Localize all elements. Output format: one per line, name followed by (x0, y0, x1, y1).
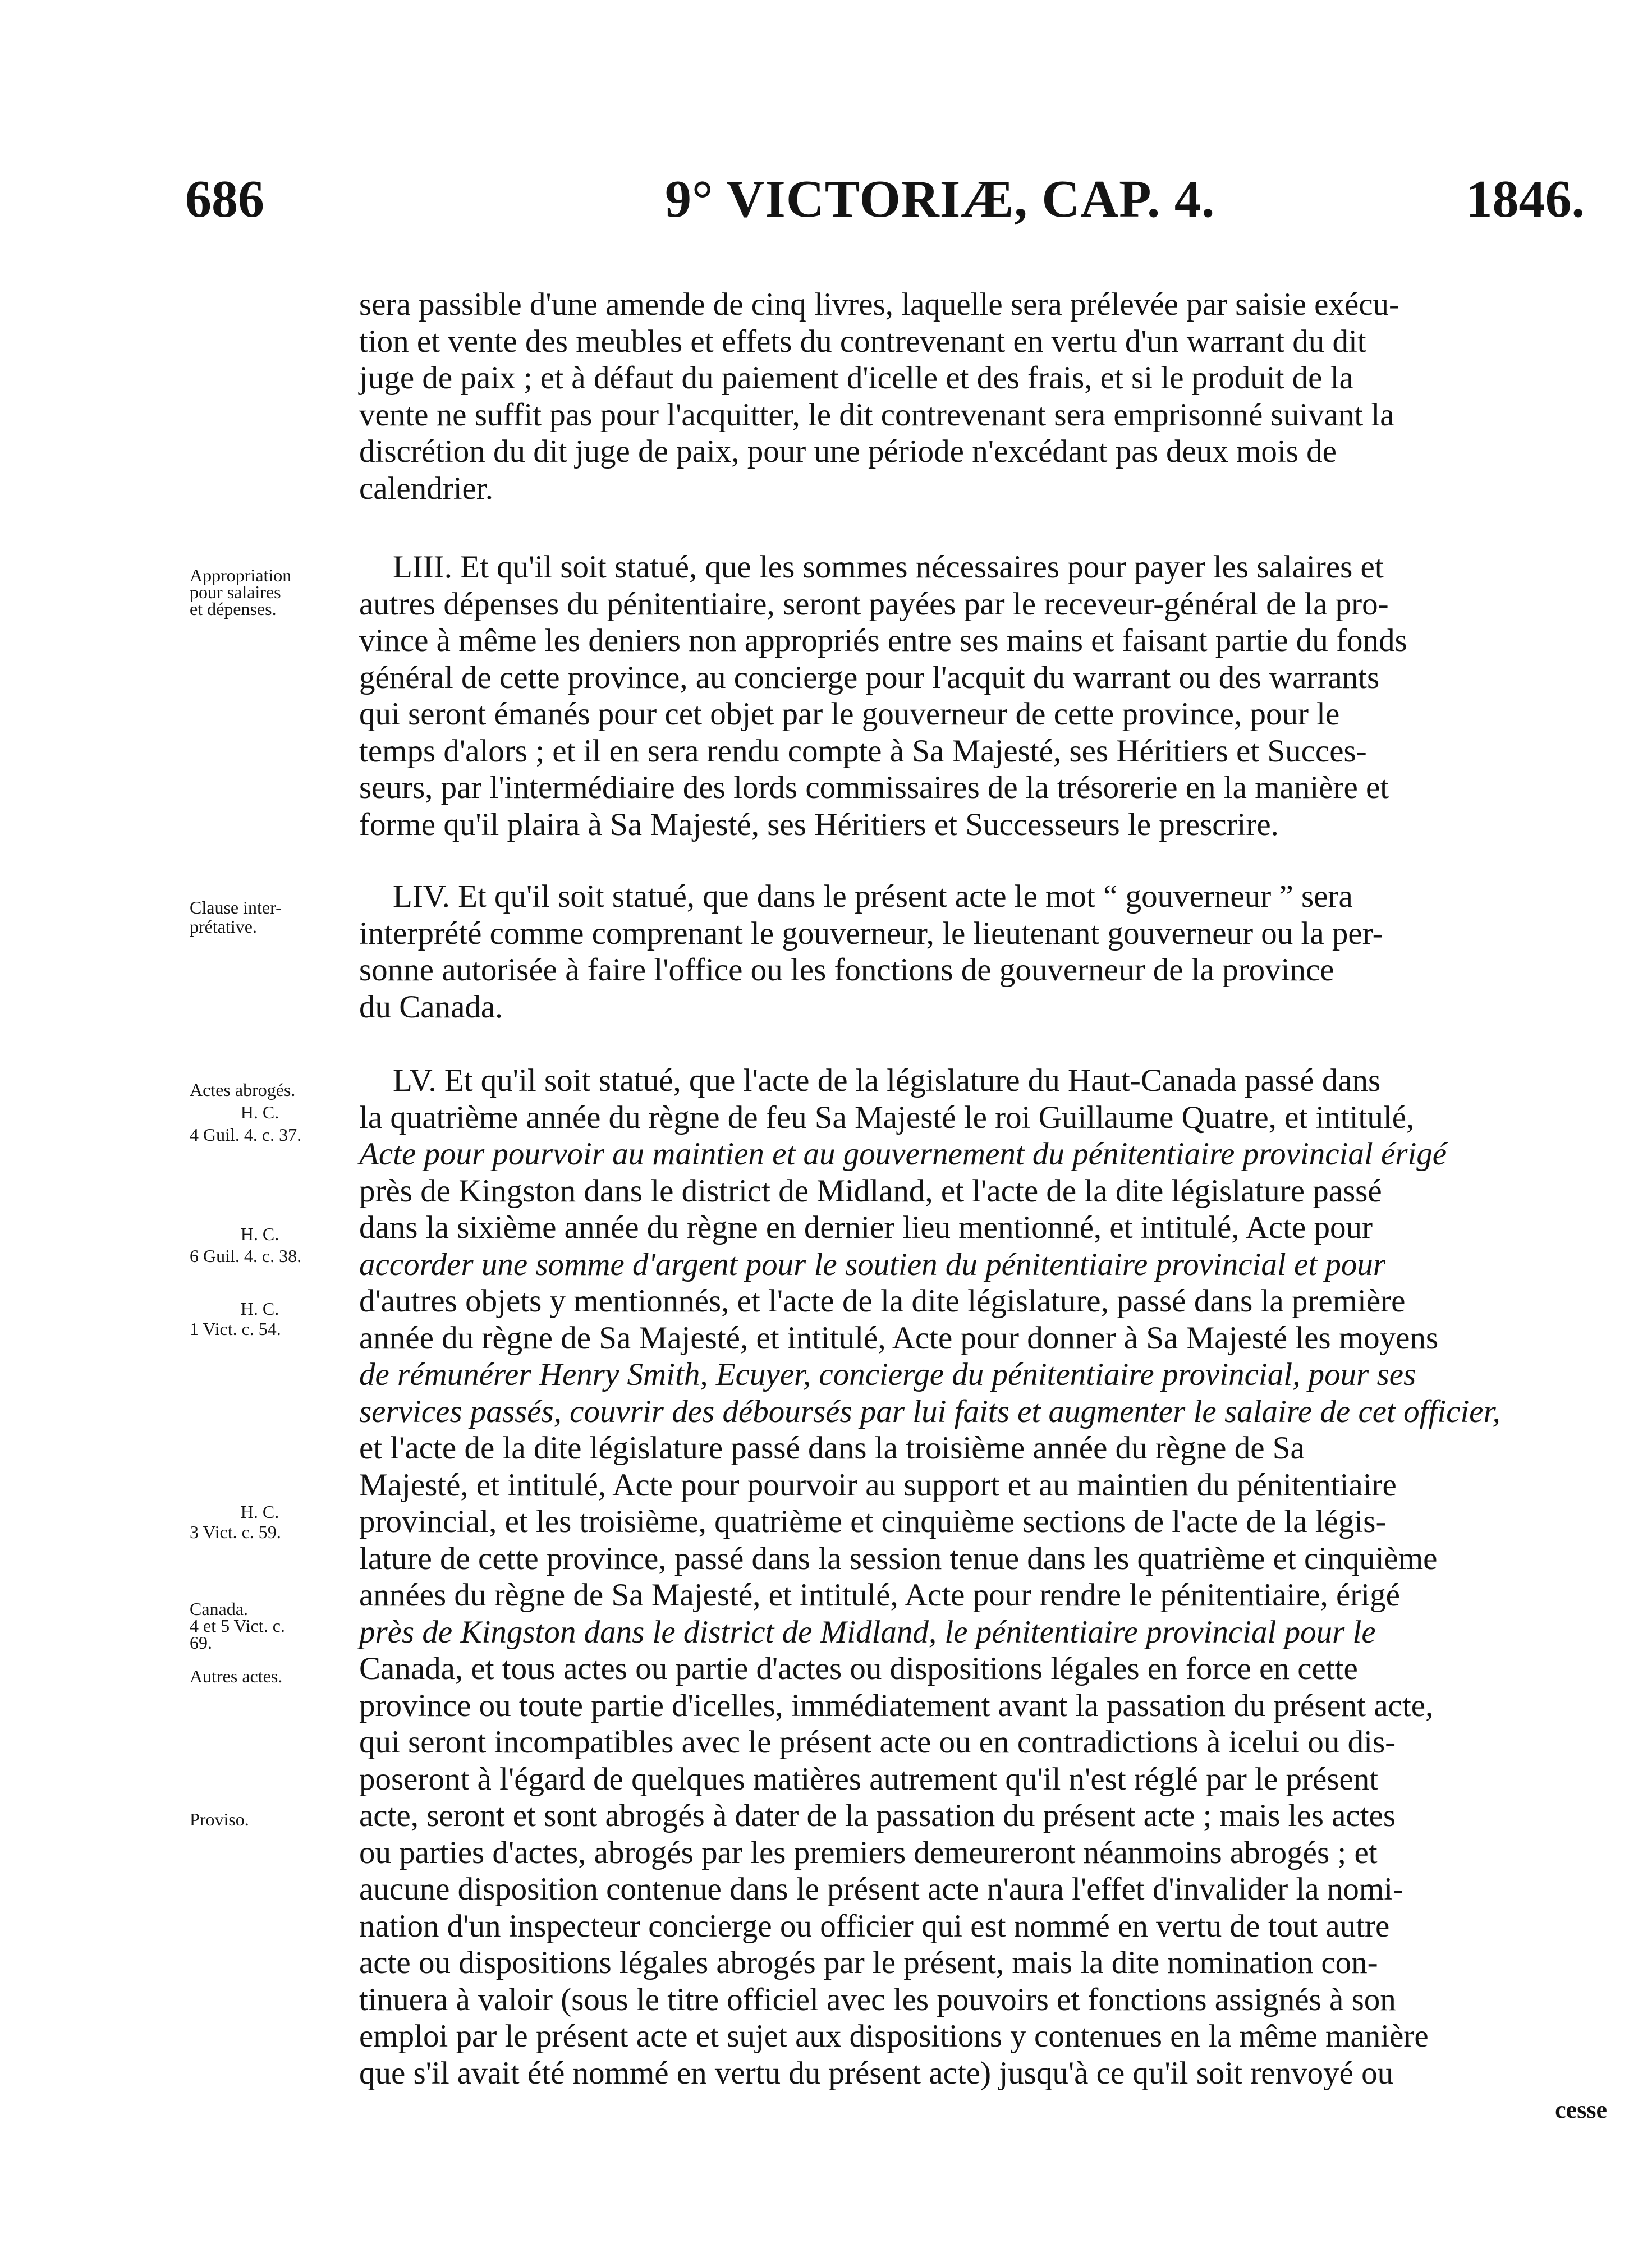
text-line: temps d'alors ; et il en sera rendu compte à Sa Majesté, ses Héritiers et Succes- (359, 733, 1367, 769)
paragraph-text (359, 1062, 1599, 2091)
text-line: LIV. Et qu'il soit statué, que dans le présent acte le mot “ gouverneur ” sera (393, 879, 1353, 914)
text-line: années du règne de Sa Majesté, et intitulé, Acte pour rendre le pénitentiaire, érigé (359, 1577, 1400, 1613)
text-line: qui seront émanés pour cet objet par le gouverneur de cette province, pour le (359, 696, 1340, 732)
text-line: la quatrième année du règne de feu Sa Majesté le roi Guillaume Quatre, et intitulé, (359, 1099, 1415, 1135)
margin-note-line: Autres actes. (190, 1666, 283, 1686)
text-line: ou parties d'actes, abrogés par les premiers demeureront néanmoins abrogés ; et (359, 1834, 1378, 1870)
text-line: nation d'un inspecteur concierge ou officier qui est nommé en vertu de tout autre (359, 1908, 1390, 1944)
text-line: poseront à l'égard de quelques matières autrement qu'il n'est réglé par le présent (359, 1761, 1379, 1797)
text-line: dans la sixième année du règne en dernier lieu mentionné, et intitulé, Acte pour (359, 1210, 1373, 1245)
text-line: lature de cette province, passé dans la session tenue dans les quatrième et cinquième (359, 1540, 1438, 1576)
running-header (185, 168, 1596, 230)
text-line: accorder une somme d'argent pour le soutien du pénitentiaire provincial et pour (359, 1246, 1386, 1282)
margin-note-line: Canada. (190, 1599, 248, 1619)
text-line: Majesté, et intitulé, Acte pour pourvoir au support et au maintien du pénitentiaire (359, 1467, 1397, 1503)
text-line: général de cette province, au concierge pour l'acquit du warrant ou des warrants (359, 659, 1380, 695)
text-line: seurs, par l'intermédiaire des lords commissaires de la trésorerie en la manière et (359, 770, 1389, 805)
margin-note-line: prétative. (190, 916, 257, 937)
text-line: provincial, et les troisième, quatrième et cinquième sections de l'acte de la légis- (359, 1504, 1387, 1539)
text-line: Canada, et tous actes ou partie d'actes ou dispositions légales en force en cette (359, 1651, 1358, 1686)
margin-note-line: 1 Vict. c. 54. (190, 1319, 281, 1339)
margin-note-line: H. C. (240, 1102, 279, 1122)
text-line: sonne autorisée à faire l'office ou les fonctions de gouverneur de la province (359, 952, 1334, 988)
text-line: LIII. Et qu'il soit statué, que les sommes nécessaires pour payer les salaires et (393, 549, 1384, 585)
text-line: d'autres objets y mentionnés, et l'acte de la dite législature, passé dans la première (359, 1283, 1406, 1319)
margin-note-line: pour salaires (190, 582, 281, 602)
text-line: sera passible d'une amende de cinq livres, laquelle sera prélevée par saisie exécu- (359, 287, 1400, 322)
paragraph-text (359, 286, 1599, 507)
catchword: cesse (1555, 2096, 1607, 2123)
margin-note-line: H. C. (240, 1299, 279, 1319)
text-line: tinuera à valoir (sous le titre officiel avec les pouvoirs et fonctions assignés à son (359, 1981, 1396, 2017)
text-line: province ou toute partie d'icelles, immédiatement avant la passation du présent acte, (359, 1687, 1434, 1723)
text-line: de rémunérer Henry Smith, Ecuyer, concierge du pénitentiaire provincial, pour ses (359, 1357, 1416, 1392)
margin-note-line: 6 Guil. 4. c. 38. (190, 1246, 302, 1266)
paragraph-text (359, 549, 1599, 843)
text-line: Acte pour pourvoir au maintien et au gouvernement du pénitentiaire provincial érigé (359, 1136, 1447, 1172)
text-line: emploi par le présent acte et sujet aux dispositions y contenues en la même manière (359, 2018, 1429, 2054)
text-line: près de Kingston dans le district de Midland, et l'acte de la dite législature passé (359, 1173, 1382, 1209)
text-line: acte, seront et sont abrogés à dater de la passation du présent acte ; mais les actes (359, 1798, 1396, 1833)
margin-note-line: Appropriation (190, 565, 292, 585)
text-line: tion et vente des meubles et effets du contrevenant en vertu d'un warrant du dit (359, 323, 1366, 359)
text-line: calendrier. (359, 470, 493, 506)
margin-note-line: H. C. (240, 1224, 279, 1244)
text-line: vente ne suffit pas pour l'acquitter, le dit contrevenant sera emprisonné suivant la (359, 397, 1394, 433)
header-year: 1846. (1466, 170, 1585, 228)
chapter-title: 9° VICTORIÆ, CAP. 4. (665, 170, 1215, 228)
text-line: aucune disposition contenue dans le présent acte n'aura l'effet d'invalider la nomi- (359, 1871, 1404, 1907)
text-line: acte ou dispositions légales abrogés par le présent, mais la dite nomination con- (359, 1945, 1378, 1980)
text-line: juge de paix ; et à défaut du paiement d'icelle et des frais, et si le produit de la (359, 360, 1353, 396)
text-line: interprété comme comprenant le gouverneur, le lieutenant gouverneur ou la per- (359, 915, 1383, 951)
text-line: vince à même les deniers non appropriés entre ses mains et faisant partie du fonds (359, 623, 1407, 658)
text-line: que s'il avait été nommé en vertu du présent acte) jusqu'à ce qu'il soit renvoyé ou (359, 2055, 1394, 2091)
text-line: discrétion du dit juge de paix, pour une période n'excédant pas deux mois de (359, 434, 1337, 469)
text-line: forme qu'il plaira à Sa Majesté, ses Héritiers et Successeurs le prescrire. (359, 806, 1279, 842)
text-line: services passés, couvrir des déboursés par lui faits et augmenter le salaire de cet officier, (359, 1393, 1500, 1429)
margin-note-line: 4 Guil. 4. c. 37. (190, 1125, 302, 1145)
text-line: et l'acte de la dite législature passé dans la troisième année du règne de Sa (359, 1430, 1305, 1466)
margin-note-line: et dépenses. (190, 599, 277, 619)
text-line: qui seront incompatibles avec le présent acte ou en contradictions à icelui ou dis- (359, 1724, 1396, 1760)
margin-note-line: 4 et 5 Vict. c. (190, 1616, 285, 1636)
text-line: autres dépenses du pénitentiaire, seront payées par le receveur-général de la pro- (359, 586, 1389, 622)
text-line: LV. Et qu'il soit statué, que l'acte de la législature du Haut-Canada passé dans (393, 1063, 1381, 1098)
margin-note-line: 3 Vict. c. 59. (190, 1522, 281, 1542)
text-line: du Canada. (359, 989, 503, 1025)
text-line: année du règne de Sa Majesté, et intitulé, Acte pour donner à Sa Majesté les moyens (359, 1320, 1439, 1356)
paragraph-text (359, 878, 1599, 1025)
margin-note-line: Clause inter- (190, 897, 282, 917)
margin-note-line: Proviso. (190, 1809, 249, 1829)
margin-note-line: H. C. (240, 1502, 279, 1522)
text-line: près de Kingston dans le district de Midland, le pénitentiaire provincial pour le (359, 1614, 1376, 1650)
margin-note-line: 69. (190, 1632, 212, 1653)
page-number: 686 (185, 170, 264, 228)
margin-note-line: Actes abrogés. (190, 1080, 296, 1100)
